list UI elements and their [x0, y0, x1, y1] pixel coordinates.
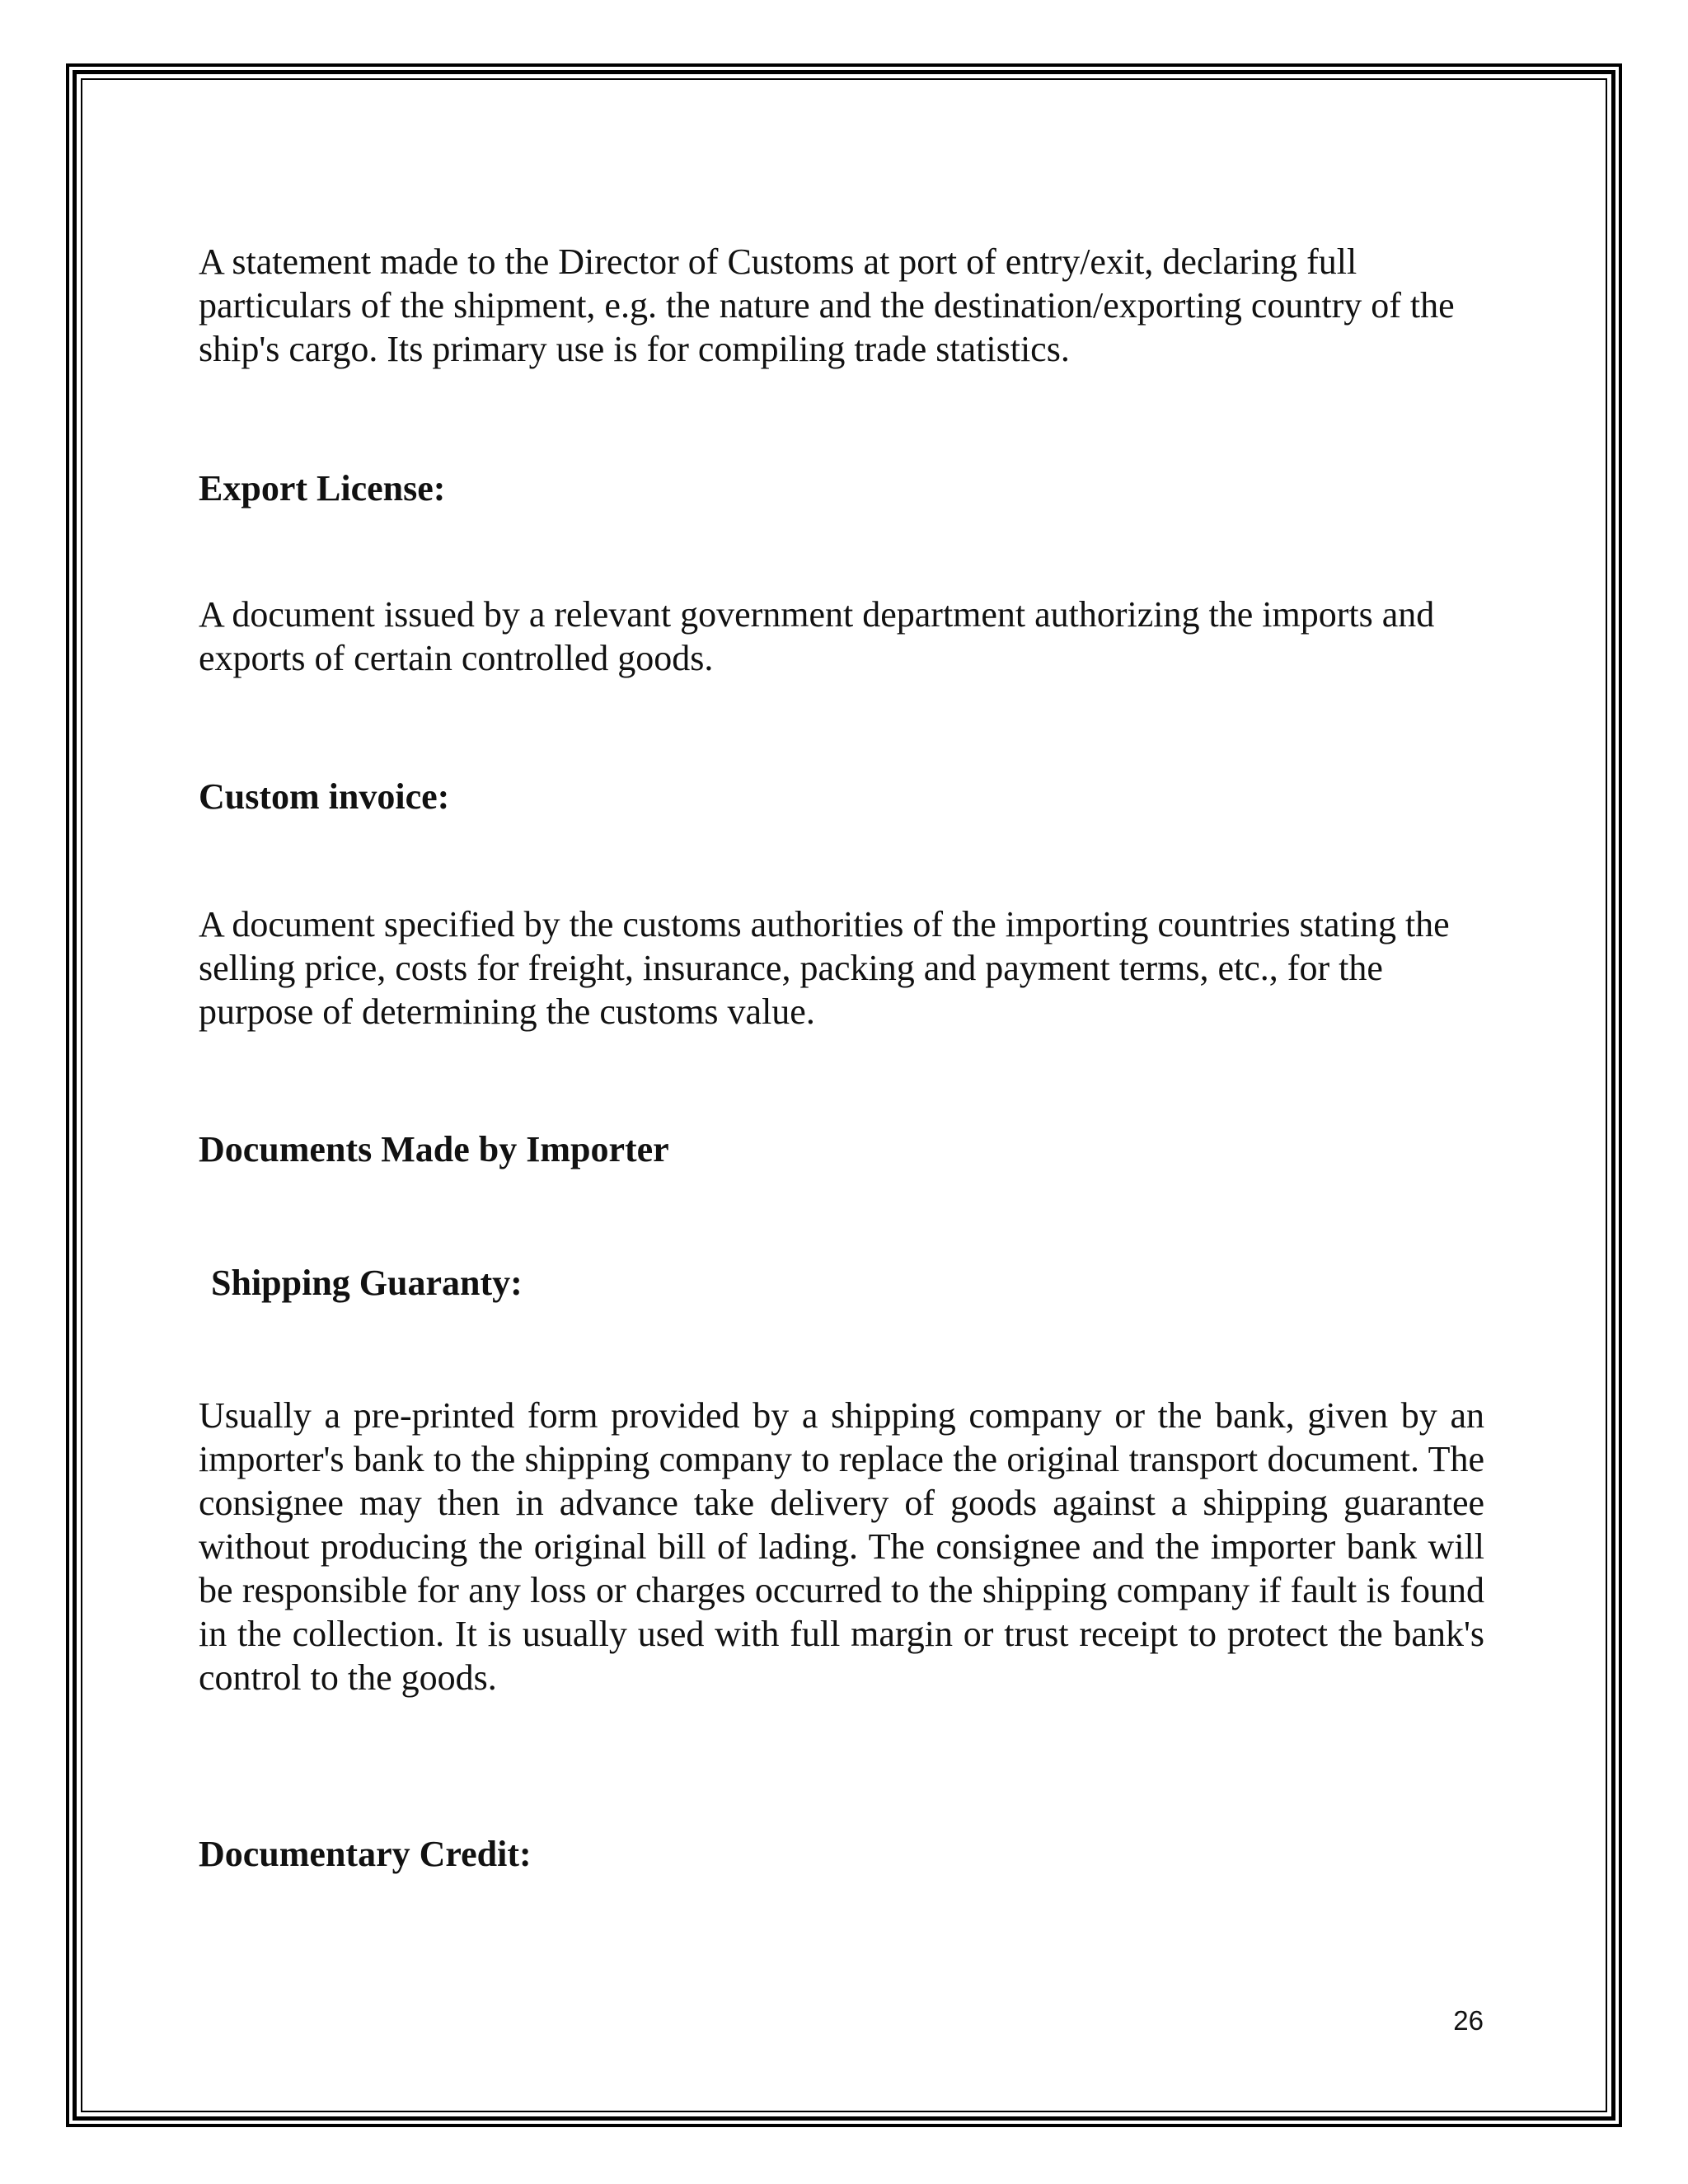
custom-invoice-body: A document specified by the customs authorities of the importing countries stating the selling price, costs for freight, insurance, packing and payment terms, etc., for the purpose of determining the customs value. — [199, 904, 1450, 1032]
documents-made-by-importer-heading: Documents Made by Importer — [199, 1129, 669, 1169]
custom-invoice-heading: Custom invoice: — [199, 776, 450, 817]
export-license-heading: Export License: — [199, 468, 446, 509]
page-number: 26 — [1453, 2005, 1484, 2036]
page-border-inner — [81, 78, 1607, 2112]
shipping-guaranty-body: Usually a pre-printed form provided by a shipping company or the bank, given by an importer's bank to the shipping company to replace the original transport document. The consignee may then in advance take delivery of goods against a shipping guarantee without producing the original bill of lading. The consignee and the importer bank will be responsible for any loss or charges occurred to the shipping company if fault is found in the collection. It is usually used with full margin or trust receipt to protect the bank's control to the goods. — [199, 1395, 1484, 1698]
intro-paragraph: A statement made to the Director of Customs at port of entry/exit, declaring full particulars of the shipment, e.g. the nature and the destination/exporting country of the ship's cargo. Its primary use is for compiling trade statistics. — [199, 241, 1455, 369]
documentary-credit-heading: Documentary Credit: — [199, 1834, 532, 1874]
export-license-body: A document issued by a relevant government department authorizing the imports and exports of certain controlled goods. — [199, 594, 1435, 678]
shipping-guaranty-heading: Shipping Guaranty: — [211, 1263, 523, 1303]
